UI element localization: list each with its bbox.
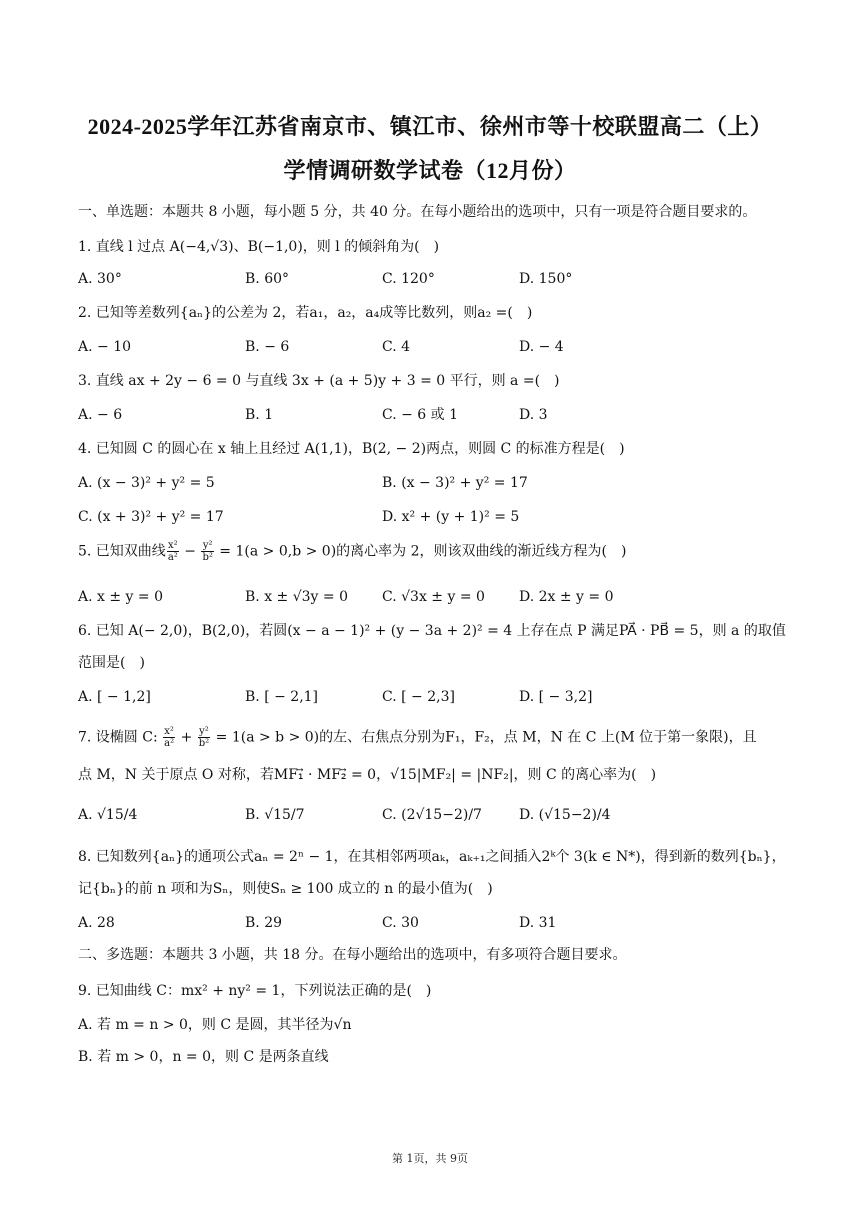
option-b: B. 60°: [245, 271, 290, 287]
question-7-stem-start: 7. 设椭圆 C:: [78, 729, 158, 746]
option-b: B. x ± √3y = 0: [245, 589, 348, 605]
option-b: B. 1: [245, 407, 274, 423]
option-d: D. [ − 3,2]: [519, 689, 593, 705]
question-2-stem: 2. 已知等差数列{aₙ}的公差为 2，若a₁，a₂，a₄成等比数列，则a₂ =( ): [78, 305, 533, 321]
option-d: D. 31: [519, 915, 557, 931]
question-5-options: [78, 588, 798, 610]
question-6-stem-line-2: 范围是( ): [78, 655, 145, 671]
question-9-stem: 9. 已知曲线 C：mx² + ny² = 1，下列说法正确的是( ): [78, 983, 432, 999]
question-8-stem: 8. 已知数列{aₙ}的通项公式aₙ = 2ⁿ − 1，在其相邻两项aₖ，aₖ₊₁之间插入2ᵏ个 3(k ∈ N*)，得到新的数列{bₙ}，: [78, 849, 786, 865]
page-title-line-2: 学情调研数学试卷（12月份）: [283, 158, 577, 183]
question-7-stem: 7. 设椭圆 C: $\frac{\text{x²}}{\text{a²}}$ + $\frac{\text{y²}}{\text{b²}}$ = 1(a > b > 0)的左、右焦点分别为F₁，F₂，点 M，N 在 C 上(M 位于第一象限)，且: [78, 726, 757, 749]
option-a: A. − 6: [78, 407, 123, 423]
question-6-stem: 6. 已知 A(− 2,0)，B(2,0)，若圆(x − a − 1)² + (y − 3a + 2)² = 4 上存在点 P 满足PA⃗ · PB⃗ = 5，则 a 的取值: [78, 623, 786, 639]
question-5-stem: 5. 已知双曲线 $\frac{\text{x²}}{\text{a²}}$ − $\frac{\text{y²}}{\text{b²}}$ = 1(a > 0,b > 0)的离心率为 2，则该双曲线的渐近线方程为( ): [78, 540, 627, 563]
question-9-option-a: A. 若 m = n > 0，则 C 是圆，其半径为√n: [78, 1017, 352, 1033]
option-c: C. (2√15−2)/7: [382, 807, 482, 823]
page-title-line-1: 2024-2025学年江苏省南京市、镇江市、徐州市等十校联盟高二（上）: [87, 114, 773, 139]
option-b: B. [ − 2,1]: [245, 689, 319, 705]
question-8-options: [78, 914, 798, 936]
question-7-options: [78, 806, 798, 828]
option-c: C. √3x ± y = 0: [382, 589, 485, 605]
question-4-stem: 4. 已知圆 C 的圆心在 x 轴上且经过 A(1,1)，B(2, − 2)两点，则圆 C 的标准方程是( ): [78, 441, 625, 457]
fraction-y2-b2: $\frac{\text{y²}}{\text{b²}}$: [198, 726, 210, 749]
question-5-stem-end: = 1(a > 0,b > 0)的离心率为 2，则该双曲线的渐近线方程为( ): [214, 543, 627, 560]
option-d: D. 150°: [519, 271, 573, 287]
question-7-stem-end: = 1(a > b > 0)的左、右焦点分别为F₁，F₂，点 M，N 在 C 上(M 位于第一象限)，且: [211, 729, 757, 746]
question-6-options: [78, 688, 798, 710]
option-b: B. 29: [245, 915, 283, 931]
question-4-options-row-2: [78, 508, 798, 530]
option-d: D. 3: [519, 407, 548, 423]
option-d: D. 2x ± y = 0: [519, 589, 614, 605]
question-1-options: [78, 270, 798, 292]
section-heading-single-choice: 一、单选题：本题共 8 小题，每小题 5 分，共 40 分。在每小题给出的选项中，只有一项是符合题目要求的。: [78, 204, 757, 220]
option-a: A. − 10: [78, 339, 132, 355]
option-c: C. [ − 2,3]: [382, 689, 455, 705]
option-d: D. (√15−2)/4: [519, 807, 611, 823]
question-3-options: [78, 406, 798, 428]
question-7-stem-line-2: 点 M，N 关于原点 O 对称，若MF₁⃗ · MF₂⃗ = 0，√15|MF₂| = |NF₂|，则 C 的离心率为( ): [78, 767, 657, 783]
question-9-option-b: B. 若 m > 0，n = 0，则 C 是两条直线: [78, 1049, 329, 1065]
option-a: A. (x − 3)² + y² = 5: [78, 475, 215, 491]
option-c: C. 4: [382, 339, 411, 355]
option-a: A. √15/4: [78, 807, 138, 823]
option-d: D. x² + (y + 1)² = 5: [382, 509, 520, 525]
question-5-stem-start: 5. 已知双曲线: [78, 543, 166, 560]
option-b: B. − 6: [245, 339, 290, 355]
option-b: B. √15/7: [245, 807, 305, 823]
option-a: A. 30°: [78, 271, 122, 287]
option-c: C. − 6 或 1: [382, 407, 459, 423]
question-2-options: [78, 338, 798, 360]
question-4-options-row-1: [78, 474, 798, 496]
question-8-stem-line-2: 记{bₙ}的前 n 项和为Sₙ，则使Sₙ ≥ 100 成立的 n 的最小值为( ): [78, 881, 493, 897]
question-3-stem: 3. 直线 ax + 2y − 6 = 0 与直线 3x + (a + 5)y + 3 = 0 平行，则 a =( ): [78, 373, 560, 389]
option-a: A. [ − 1,2]: [78, 689, 151, 705]
option-d: D. − 4: [519, 339, 564, 355]
fraction-x2-a2: $\frac{\text{x²}}{\text{a²}}$: [167, 540, 178, 563]
section-heading-multiple-choice: 二、多选题：本题共 3 小题，共 18 分。在每小题给出的选项中，有多项符合题目要求。: [78, 947, 627, 963]
option-c: C. (x + 3)² + y² = 17: [78, 509, 224, 525]
option-a: A. x ± y = 0: [78, 589, 163, 605]
question-1-stem: 1. 直线 l 过点 A(−4,√3)、B(−1,0)，则 l 的倾斜角为( ): [78, 239, 440, 255]
fraction-y2-b2: $\frac{\text{y²}}{\text{b²}}$: [202, 540, 213, 563]
page-footer: 第 1页，共 9页: [392, 1152, 468, 1165]
option-a: A. 28: [78, 915, 115, 931]
fraction-x2-a2: $\frac{\text{x²}}{\text{a²}}$: [164, 726, 175, 749]
option-b: B. (x − 3)² + y² = 17: [382, 475, 528, 491]
option-c: C. 120°: [382, 271, 435, 287]
option-c: C. 30: [382, 915, 419, 931]
